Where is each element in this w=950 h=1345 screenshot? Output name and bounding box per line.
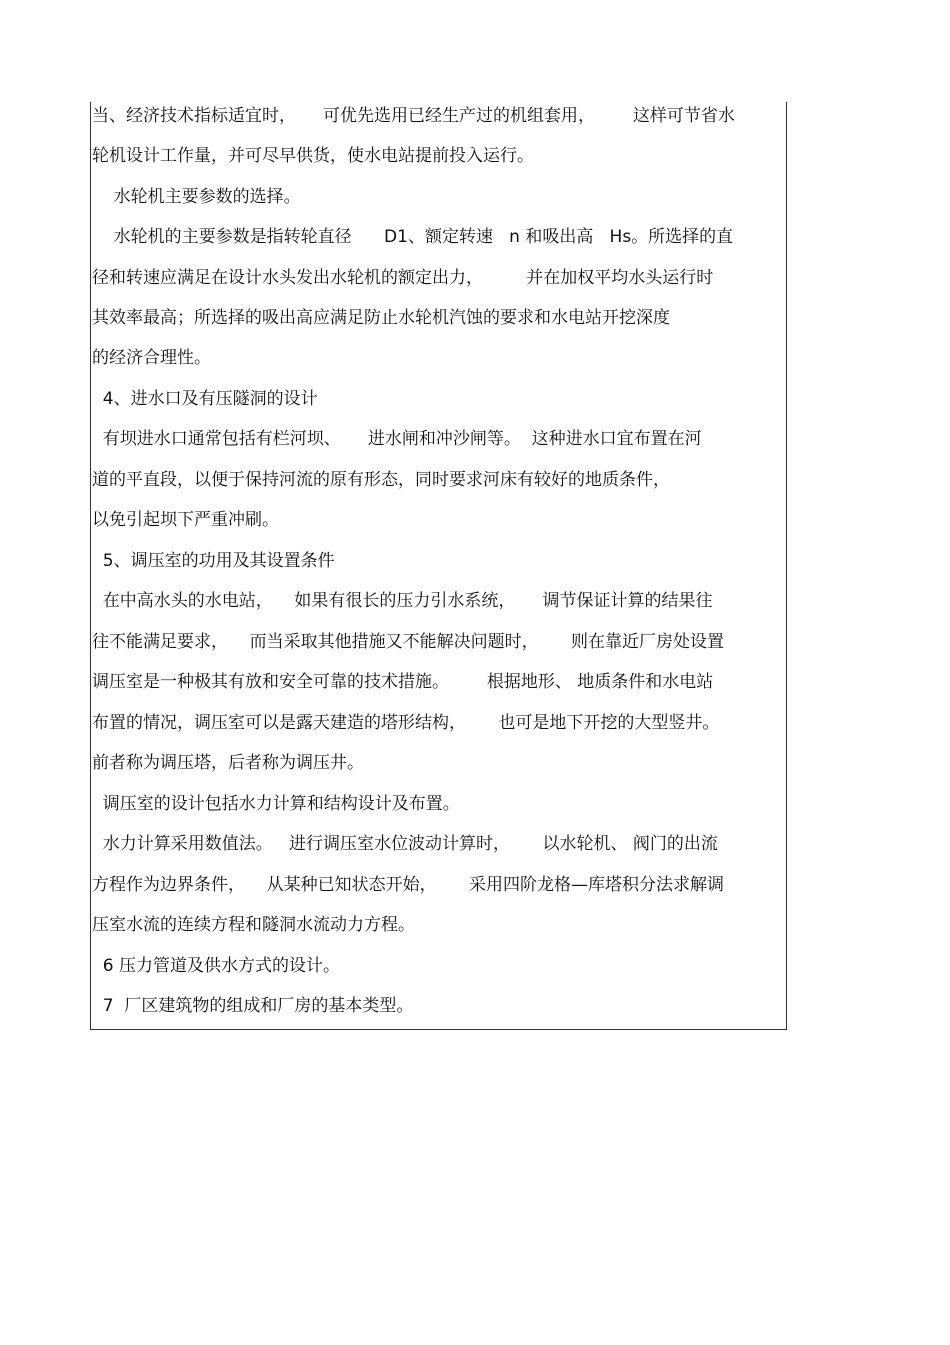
text-line: 调压室是一种极其有放和安全可靠的技术措施。 根据地形、 地质条件和水电站 xyxy=(92,672,714,692)
text-line: 当、经济技术指标适宜时， 可优先选用已经生产过的机组套用， 这样可节省水 xyxy=(92,106,735,126)
text-line: 在中高水头的水电站， 如果有很长的压力引水系统， 调节保证计算的结果往 xyxy=(92,591,713,611)
section-heading: 5、调压室的功用及其设置条件 xyxy=(92,551,335,571)
text-line: 往不能满足要求， 而当采取其他措施又不能解决问题时， 则在靠近厂房处设置 xyxy=(92,632,725,652)
text-line: 调压室的设计包括水力计算和结构设计及布置。 xyxy=(92,794,460,814)
section-heading: 6 压力管道及供水方式的设计。 xyxy=(92,956,341,976)
section-heading: 4、进水口及有压隧洞的设计 xyxy=(92,389,318,409)
text-line: 前者称为调压塔，后者称为调压井。 xyxy=(92,753,364,773)
text-line: 其效率最高；所选择的吸出高应满足防止水轮机汽蚀的要求和水电站开挖深度 xyxy=(92,308,670,328)
text-line: 水力计算采用数值法。 进行调压室水位波动计算时， 以水轮机、 阀门的出流 xyxy=(92,834,718,854)
text-line: 水轮机主要参数的选择。 xyxy=(92,187,301,207)
text-line: 道的平直段，以便于保持河流的原有形态，同时要求河床有较好的地质条件， xyxy=(92,470,670,490)
section-heading: 7 厂区建筑物的组成和厂房的基本类型。 xyxy=(92,996,414,1016)
text-line: 以免引起坝下严重冲刷。 xyxy=(92,510,279,530)
text-line: 有坝进水口通常包括有栏河坝、 进水闸和冲沙闸等。 这种进水口宜布置在河 xyxy=(92,429,702,449)
text-line: 的经济合理性。 xyxy=(92,348,211,368)
text-line: 布置的情况，调压室可以是露天建造的塔形结构， 也可是地下开挖的大型竖井。 xyxy=(92,713,720,733)
text-line: 压室水流的连续方程和隧洞水流动力方程。 xyxy=(92,915,415,935)
text-line: 水轮机的主要参数是指转轮直径 D1、额定转速 n 和吸出高 Hs。所选择的直 xyxy=(92,227,734,247)
text-line: 轮机设计工作量，并可尽早供货，使水电站提前投入运行。 xyxy=(92,146,534,166)
text-line: 方程作为边界条件， 从某种已知状态开始， 采用四阶龙格—库塔积分法求解调 xyxy=(92,875,725,895)
text-line: 径和转速应满足在设计水头发出水轮机的额定出力， 并在加权平均水头运行时 xyxy=(92,268,714,288)
